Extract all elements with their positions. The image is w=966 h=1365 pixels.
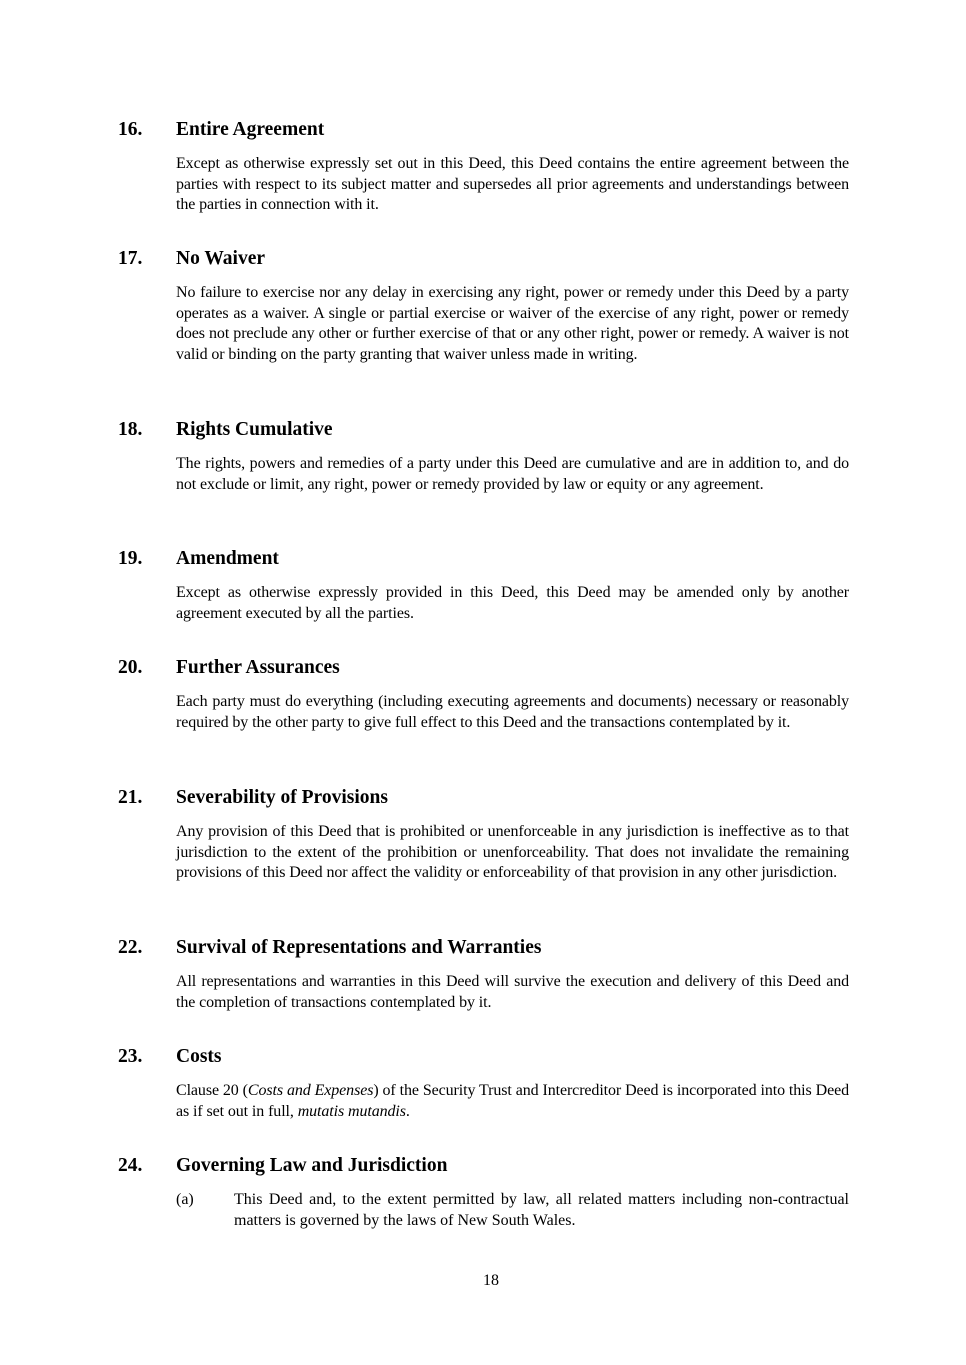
clause-heading — [118, 656, 849, 680]
clause-title: Amendment — [176, 548, 279, 569]
clause-text: Except as otherwise expressly provided in this Deed, this Deed may be amended only by another agreement executed by all the parties. — [176, 584, 849, 622]
clause-number: 20. — [118, 657, 143, 678]
clause-23 — [118, 1045, 849, 1122]
clause-heading — [118, 1045, 849, 1069]
clause-heading — [118, 118, 849, 142]
clause-18 — [118, 418, 849, 495]
clause-title: Survival of Representations and Warranties — [176, 937, 542, 958]
italic-text: Costs and Expenses — [247, 1082, 374, 1099]
clause-number: 22. — [118, 937, 143, 958]
clause-text: Any provision of this Deed that is prohibited or unenforceable in any jurisdiction is ineffective as to that jurisdiction to the extent of the prohibition or unenforceability. That does not invalidate the remaining provisions of this Deed nor affect the validity or enforceability of that provision in any other jurisdiction. — [176, 823, 849, 881]
clause-16 — [118, 118, 849, 216]
text-run: Clause 20 ( — [176, 1082, 248, 1099]
clause-number: 17. — [118, 248, 143, 269]
clause-title: No Waiver — [176, 248, 266, 269]
clause-heading — [118, 786, 849, 810]
clause-text: The rights, powers and remedies of a party under this Deed are cumulative and are in addition to, and do not exclude or limit, any right, power or remedy provided by law or equity or any agreement. — [176, 455, 849, 493]
italic-text: mutatis mutandis — [297, 1102, 406, 1120]
clause-19 — [118, 547, 849, 624]
clause-21 — [118, 786, 849, 884]
clause-22 — [118, 936, 849, 1013]
subclause — [176, 1190, 849, 1231]
clause-number: 16. — [118, 119, 143, 140]
page-number: 18 — [483, 1272, 499, 1289]
clause-20 — [118, 656, 849, 733]
clause-title: Entire Agreement — [176, 119, 325, 140]
clause-title: Rights Cumulative — [176, 419, 333, 440]
text-run: ) of the Security Trust and Intercreditor Deed is incorporated into this Deed as if set out in full, — [176, 1082, 849, 1120]
clause-heading — [118, 547, 849, 571]
subclause-text: This Deed and, to the extent permitted by law, all related matters including non-contractual matters is governed by the laws of New South Wales. — [234, 1191, 849, 1229]
clause-heading — [118, 418, 849, 442]
clause-number: 24. — [118, 1155, 143, 1176]
clause-heading — [118, 936, 849, 960]
clause-text: Each party must do everything (including executing agreements and documents) necessary or reasonably required by the other party to give full effect to this Deed and the transactions contemplated by it. — [176, 693, 849, 731]
subclause-label: (a) — [176, 1191, 194, 1208]
clause-title: Governing Law and Jurisdiction — [176, 1155, 448, 1176]
clause-number: 18. — [118, 419, 143, 440]
clause-number: 19. — [118, 548, 143, 569]
clause-title: Costs — [176, 1046, 222, 1067]
clause-number: 21. — [118, 787, 143, 808]
clause-17 — [118, 247, 849, 365]
clause-number: 23. — [118, 1046, 143, 1067]
clause-title: Further Assurances — [176, 657, 340, 678]
clause-text — [176, 1081, 849, 1122]
clause-text: Except as otherwise expressly set out in this Deed, this Deed contains the entire agreement between the parties with respect to its subject matter and supersedes all prior agreements and understandings between the parties in connection with it. — [176, 155, 849, 213]
clause-heading — [118, 247, 849, 271]
clause-heading — [118, 1154, 849, 1178]
clause-text: All representations and warranties in this Deed will survive the execution and delivery of this Deed and the completion of transactions contemplated by it. — [176, 973, 849, 1011]
text-run: . — [405, 1102, 410, 1120]
clause-title: Severability of Provisions — [176, 787, 388, 808]
clause-24 — [118, 1154, 849, 1231]
clause-text: No failure to exercise nor any delay in exercising any right, power or remedy under this Deed by a party operates as a waiver. A single or partial exercise or waiver of the exercise of any right, power or remedy does not preclude any other or further exercise of that or any other right, power or remedy. A waiver is not valid or binding on the party granting that waiver unless made in writing. — [176, 284, 849, 363]
